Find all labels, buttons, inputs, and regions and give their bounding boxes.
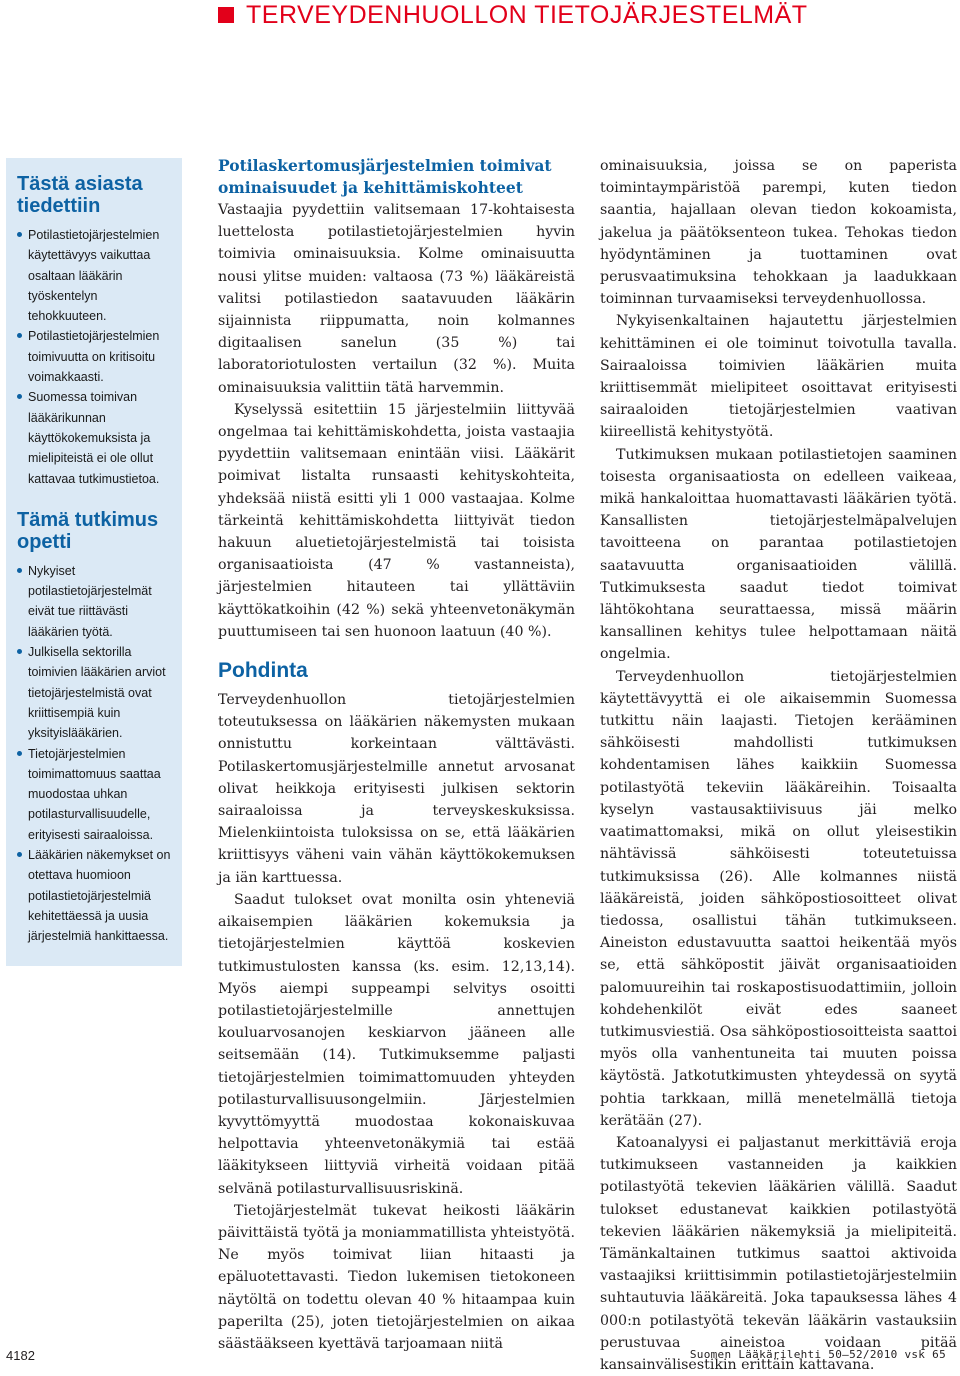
taught-list	[17, 561, 174, 947]
paragraph: Saadut tulokset ovat monilta osin yhteneviä aikaisempien lääkärien kokemuksia ja tietojärjestelmien käyttöä koskevien tutkimustulosten kanssa (ks. esim. 12,13,14). Myös aiempi suppeampi selvitys osoitti potilastietojärjestelmille annettujen kouluarvosanojen keskiarvon jääneen alle seitsemään (14). Tutkimuksemme paljasti tietojärjestelmien toimimattomuuden yhteyden potilasturvallisuusongelmiin. Järjestelmien kyvyttömyyttä muodostaa kokonaiskuvaa helpottavia yhteenvetonäkymiä tai estää lääkitykseen liittyviä virheitä voidaan pitää selvänä potilasturvallisuusriskinä.	[218, 891, 575, 1197]
header-accent-square	[218, 7, 234, 23]
list-item: Potilastietojärjestelmien käytettävyys vaikuttaa osaltaan lääkärin työskentelyn tehokkuuteen.	[17, 225, 174, 326]
section-title: TERVEYDENHUOLLON TIETOJÄRJESTELMÄT	[246, 1, 808, 29]
list-item: Lääkärien näkemykset on otettava huomioon potilastietojärjestelmiä kehitettäessä ja uusia järjestelmiä hankittaessa.	[17, 845, 174, 946]
middle-column	[218, 155, 575, 1355]
summary-box	[6, 158, 182, 966]
list-item: Suomessa toimivan lääkärikunnan käyttökokemuksista ja mielipiteistä ei ole ollut kattavaa tutkimustietoa.	[17, 387, 174, 488]
known-list	[17, 225, 174, 489]
paragraph: Terveydenhuollon tietojärjestelmien toteutuksessa on lääkärien näkemysten mukaan onnistuttu korkeintaan välttävästi. Potilaskertomusjärjestelmille annetut arvosanat olivat heikkoja erityisesti julkisen sektorin sairaaloissa ja terveyskeskuksissa. Mielenkiintoista tuloksissa on se, että lääkärien kriittisyys väheni vain vähän käyttökokemuksen ja iän karttuessa.	[218, 692, 575, 886]
journal-reference: Suomen Lääkärilehti 50–52/2010 vsk 65	[689, 1348, 946, 1361]
list-item: Potilastietojärjestelmien toimivuutta on kritisoitu voimakkaasti.	[17, 326, 174, 387]
right-column	[600, 155, 957, 1376]
taught-heading: Tämä tutkimus opetti	[17, 508, 159, 553]
paragraph: Tietojärjestelmät tukevat heikosti lääkärin päivittäistä työtä ja moniammatillista yhteistyötä. Ne myös toimivat liian hitaasti ja epäluotettavasti. Tiedon lukemisen tietokoneen näytöltä on todettu olevan 40 % hitaampaa kuin paperilta (25), joten tietojärjestelmien on aikaa säästääkseen kyettävä tarjoamaan niitä	[218, 1202, 575, 1352]
list-item: Nykyiset potilastietojärjestelmät eivät tue riittävästi lääkärien työtä.	[17, 561, 174, 642]
bullet-icon	[17, 649, 22, 654]
paragraph: ominaisuuksia, joissa se on paperista toimintaympäristöä parempi, kuten tiedon saantia, hajallaan olevan tiedon kokoamista, jakelua ja päätöksenteon tukea. Tehokas tiedon hyödyntäminen ja tuottaminen ovat perusvaatimuksina tehokkaan ja laadukkaan toiminnan turvaamiseksi terveydenhuollossa.	[600, 158, 957, 308]
paragraph: Kyselyssä esitettiin 15 järjestelmiin liittyvää ongelmaa tai kehittämiskohdetta, joista vastaajia pyydettiin valitsemaan enintään viisi. Lääkärit poimivat listalta runsaasti kehityskohteita, yhdeksää niistä esitti yli 1 000 vastaajaa. Kolme tärkeintä kehittämiskohdetta liittyivät tiedon hakuun aluetietojärjestelmistä tai toisista organisaatioista (47 % vastanneista), järjestelmien hitauteen tai yllättäviin käyttökatkoihin (42 %) sekä yhteenvetonäkymän puuttumiseen tai sen huonoon laatuun (40 %).	[218, 401, 575, 640]
page-number: 4182	[6, 1348, 35, 1363]
paragraph: Katoanalyysi ei paljastanut merkittäviä eroja tutkimukseen vastanneiden ja kaikkien potilastyötä tekevien lääkärien välillä. Saadut tulokset edustanevat kaikkien potilastyötä tekevien lääkärien näkemyksiä ja mielipiteitä. Tämänkaltainen tutkimus saattoi aktivoida vastaajiksi kriittisimmin potilastietojärjestelmiin suhtautuvia lääkäreitä. Joka tapauksessa lähes 4 000:n potilastyötä tekevän lääkärin vastauksiin perustuvaa aineistoa voidaan pitää kansainvälisestikin erittäin kattavana.	[600, 1134, 957, 1373]
bullet-icon	[17, 333, 22, 338]
subheading: Potilaskertomusjärjestelmien toimivat ominaisuudet ja kehittämiskohteet	[218, 156, 552, 197]
bullet-icon	[17, 751, 22, 756]
known-heading: Tästä asiasta tiedettiin	[17, 173, 143, 217]
paragraph: Tutkimuksen mukaan potilastietojen saaminen toisesta organisaatiosta on edelleen vaikeaa, mikä hankaloittaa huomattavasti lääkärien työtä. Kansallisten tietojärjestelmäpalvelujen tavoitteena on parantaa potilastietojen saatavuutta organisaatioiden välillä. Tutkimuksesta saadut tiedot toimivat lähtökohtana seurattaessa, missä määrin kansallinen kehitys tulee helpottamaan näitä ongelmia.	[600, 446, 957, 663]
section-heading: Pohdinta	[218, 659, 308, 683]
paragraph: Terveydenhuollon tietojärjestelmien käytettävyyttä ei ole aikaisemmin Suomessa tutkittu näin laajasti. Tietojen kerääminen sähköisesti mahdollisti tutkimuksen kohdentamisen lähes kaikkiin Suomessa potilastyötä tekeviin lääkäreihin. Toisaalta kyselyn vastausaktiivisuus jäi melko vaatimattomaksi, mikä on ollut yleisestikin nähtävissä sähköisesti toteutetuissa tutkimuksissa (26). Alle kolmannes niistä lääkäreistä, joiden sähköpostiosoitteet olivat tiedossa, osallistui tähän tutkimukseen. Aineiston edustavuutta saattoi heikentää myös se, että sähköpostit jäivät organisaatioiden palomuureihin tai roskapostisuodattimiin, jolloin kohdehenkilöt eivät edes saaneet tutkimusviestiä. Osa sähköpostiosoitteista saattoi myös olla vanhentuneita tai muuten poissa käytöstä. Jatkotutkimusten yhteydessä on syytä pohtia tarkkaan, millä menetelmällä tietoja kerätään (27).	[600, 668, 957, 1129]
bullet-icon	[17, 394, 22, 399]
paragraph: Nykyisenkaltainen hajautettu järjestelmien kehittäminen ei ole toiminut toivotulla tavalla. Sairaaloissa toimivien lääkärien muita kriittisemmät mielipiteet osoittavat erityisesti sairaaloiden tietojärjestelmien vaativan kiireellistä kehitystyötä.	[600, 313, 957, 441]
bullet-icon	[17, 568, 22, 573]
bullet-icon	[17, 852, 22, 857]
bullet-icon	[17, 232, 22, 237]
paragraph: Vastaajia pyydettiin valitsemaan 17-kohtaisesta luettelosta potilastietojärjestelmien hyvin toimivia ominaisuuksia. Kolme ominaisuutta nousi ylitse muiden: valtaosa (73 %) lääkäreistä valitsi potilastiedon saatavuuden lääkärin sijainnista riippumatta, noin kolmannes digitaalisen sanelun (35 %) tai laboratoriotulosten vertailun (32 %). Muita ominaisuuksia valittiin tätä harvemmin.	[218, 202, 575, 396]
list-item: Julkisella sektorilla toimivien lääkärien arviot tietojärjestelmistä ovat kriittisempiä kuin yksityislääkärien.	[17, 642, 174, 743]
list-item: Tietojärjestelmien toimimattomuus saattaa muodostaa uhkan potilasturvallisuudelle, erityisesti sairaaloissa.	[17, 744, 174, 845]
